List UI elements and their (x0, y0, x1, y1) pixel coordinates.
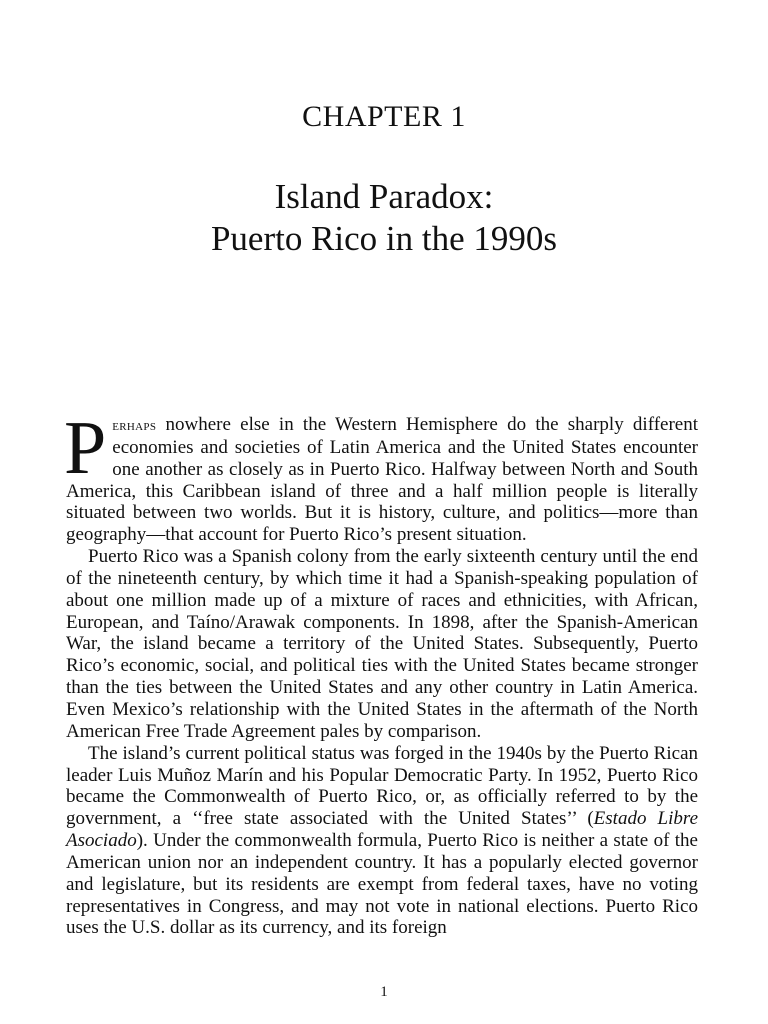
paragraph-2: Puerto Rico was a Spanish colony from the early sixteenth century until the end of the nineteenth century, by which time it had a Spanish-speaking population of about one million made up of a mixture of races and ethnicities, with African, European, and Taíno/Arawak components. In 1898, after the Spanish-American War, the island became a territory of the United States. Subsequently, Puerto Rico’s economic, social, and political ties with the United States became stronger than the ties between the United States and any other country in Latin America. Even Mexico’s relationship with the United States in the aftermath of the North American Free Trade Agreement pales by comparison. (66, 546, 698, 742)
paragraph-1-text: nowhere else in the Western Hemisphere do the sharply different economies and societies of Latin America and the United States encounter one another as closely as in Puerto Rico. Halfway between North and South America, this Caribbean island of three and a half million people is literally situated between two worlds. But it is history, culture, and politics—more than geography—that account for Puerto Rico’s present situation. (66, 414, 698, 546)
paragraph-3 (66, 743, 698, 940)
page-number: 1 (380, 984, 388, 1000)
drop-cap: P (64, 406, 107, 490)
paragraph-3-text-a: The island’s current political status was forged in the 1940s by the Puerto Rican leader Luis Muñoz Marín and his Popular Democratic Party. In 1952, Puerto Rico became the Commonwealth of Puerto Rico, or, as officially referred to by the government, a ‘‘free state associated with the United States’’ ( (66, 742, 698, 830)
body-text (64, 406, 699, 939)
paragraph-1 (64, 406, 698, 546)
chapter-title (0, 176, 768, 260)
chapter-label: CHAPTER 1 (302, 100, 466, 133)
paragraph-3-italic: Estado Libre Asociado (66, 808, 699, 852)
chapter-title-line-2: Puerto Rico in the 1990s (210, 219, 558, 258)
paragraph-3-text-b: ). Under the commonwealth formula, Puerto Rico is neither a state of the American union nor an independent country. It has a popularly elected governor and legislature, but its residents are exempt from federal taxes, have no voting representatives in Congress, and may not vote in national elections. Puerto Rico uses the U.S. dollar as its currency, and its foreign (66, 830, 698, 939)
opening-small-caps: erhaps (112, 417, 157, 434)
chapter-title-line-1: Island Paradox: (274, 177, 494, 216)
